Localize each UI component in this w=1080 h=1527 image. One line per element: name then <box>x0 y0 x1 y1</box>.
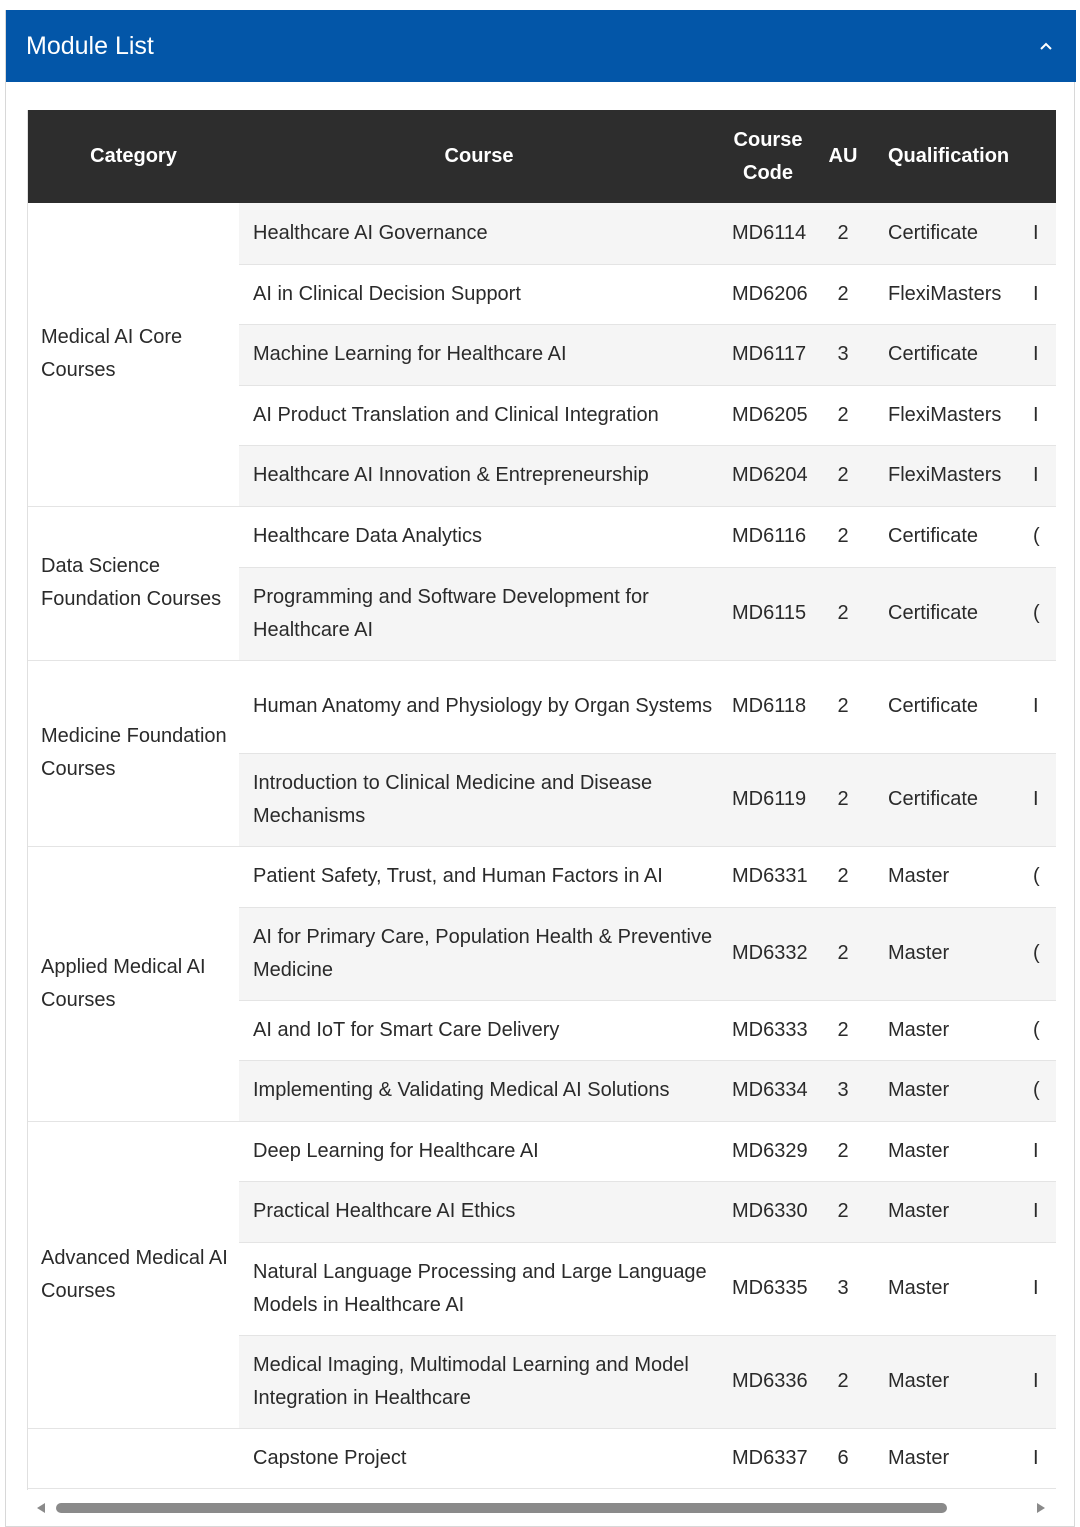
au-cell: 2 <box>817 753 869 846</box>
course-code-cell: MD6332 <box>719 907 817 1000</box>
header-course: Course <box>239 110 719 203</box>
scroll-right-arrow-icon[interactable] <box>1037 1503 1045 1513</box>
extra-cell: I <box>1025 445 1056 506</box>
qualification-cell: Master <box>869 1181 1025 1242</box>
header-au: AU <box>817 110 869 203</box>
au-cell: 2 <box>817 506 869 567</box>
category-cell: Data Science Foundation Courses <box>28 506 239 660</box>
course-code-cell: MD6119 <box>719 753 817 846</box>
course-cell: Healthcare AI Innovation & Entrepreneurship <box>239 445 719 506</box>
extra-cell: I <box>1025 660 1056 753</box>
qualification-cell: Certificate <box>869 660 1025 753</box>
table-row <box>28 1428 1056 1488</box>
au-cell: 2 <box>817 264 869 324</box>
au-cell: 2 <box>817 385 869 445</box>
qualification-cell: Certificate <box>869 203 1025 264</box>
extra-cell: I <box>1025 1121 1056 1181</box>
course-code-cell: MD6337 <box>719 1428 817 1488</box>
course-cell: AI for Primary Care, Population Health & Preventive Medicine <box>239 907 719 1000</box>
au-cell: 6 <box>817 1428 869 1488</box>
course-cell: AI and IoT for Smart Care Delivery <box>239 1000 719 1060</box>
au-cell: 3 <box>817 1242 869 1335</box>
table-row <box>28 506 1056 567</box>
module-list-panel <box>5 10 1075 1527</box>
qualification-cell: Master <box>869 846 1025 907</box>
course-cell: Implementing & Validating Medical AI Solutions <box>239 1060 719 1121</box>
course-code-cell: MD6114 <box>719 203 817 264</box>
qualification-cell: Master <box>869 1428 1025 1488</box>
course-cell: Capstone Project <box>239 1428 719 1488</box>
course-cell: Healthcare Data Analytics <box>239 506 719 567</box>
extra-cell: I <box>1025 385 1056 445</box>
au-cell: 2 <box>817 203 869 264</box>
au-cell: 2 <box>817 660 869 753</box>
extra-cell: I <box>1025 203 1056 264</box>
table-row <box>28 846 1056 907</box>
course-cell: Human Anatomy and Physiology by Organ Systems <box>239 660 719 753</box>
panel-title: Module List <box>26 32 154 60</box>
collapse-button[interactable] <box>1032 32 1060 60</box>
category-cell: Medical AI Core Courses <box>28 203 239 506</box>
qualification-cell: Certificate <box>869 753 1025 846</box>
course-cell: Healthcare AI Governance <box>239 203 719 264</box>
qualification-cell: Master <box>869 1060 1025 1121</box>
extra-cell: I <box>1025 1181 1056 1242</box>
au-cell: 2 <box>817 1000 869 1060</box>
extra-cell: I <box>1025 753 1056 846</box>
course-cell: Introduction to Clinical Medicine and Disease Mechanisms <box>239 753 719 846</box>
qualification-cell: Master <box>869 1000 1025 1060</box>
extra-cell: ( <box>1025 1000 1056 1060</box>
course-cell: Deep Learning for Healthcare AI <box>239 1121 719 1181</box>
course-code-cell: MD6333 <box>719 1000 817 1060</box>
course-code-cell: MD6117 <box>719 324 817 385</box>
module-table <box>28 110 1056 1489</box>
extra-cell: ( <box>1025 1060 1056 1121</box>
course-code-cell: MD6204 <box>719 445 817 506</box>
course-code-cell: MD6116 <box>719 506 817 567</box>
qualification-cell: Certificate <box>869 324 1025 385</box>
course-cell: Practical Healthcare AI Ethics <box>239 1181 719 1242</box>
qualification-cell: Master <box>869 1335 1025 1428</box>
scrollbar-thumb[interactable] <box>56 1503 947 1513</box>
course-code-cell: MD6329 <box>719 1121 817 1181</box>
extra-cell: I <box>1025 1335 1056 1428</box>
course-cell: Machine Learning for Healthcare AI <box>239 324 719 385</box>
au-cell: 2 <box>817 1121 869 1181</box>
qualification-cell: FlexiMasters <box>869 385 1025 445</box>
table-row <box>28 1121 1056 1181</box>
au-cell: 2 <box>817 907 869 1000</box>
panel-header[interactable] <box>6 10 1076 82</box>
au-cell: 3 <box>817 324 869 385</box>
extra-cell: I <box>1025 264 1056 324</box>
header-course-code: Course Code <box>719 110 817 203</box>
course-code-cell: MD6330 <box>719 1181 817 1242</box>
course-cell: Medical Imaging, Multimodal Learning and Model Integration in Healthcare <box>239 1335 719 1428</box>
category-cell: Advanced Medical AI Courses <box>28 1121 239 1428</box>
horizontal-scrollbar[interactable] <box>27 1497 1055 1519</box>
scroll-left-arrow-icon[interactable] <box>37 1503 45 1513</box>
course-cell: AI Product Translation and Clinical Integration <box>239 385 719 445</box>
course-cell: Natural Language Processing and Large Language Models in Healthcare AI <box>239 1242 719 1335</box>
course-code-cell: MD6336 <box>719 1335 817 1428</box>
qualification-cell: Master <box>869 907 1025 1000</box>
qualification-cell: Master <box>869 1121 1025 1181</box>
category-cell: Applied Medical AI Courses <box>28 846 239 1121</box>
chevron-up-icon <box>1032 32 1060 60</box>
au-cell: 2 <box>817 445 869 506</box>
category-cell: Medicine Foundation Courses <box>28 660 239 846</box>
course-code-cell: MD6115 <box>719 567 817 660</box>
course-code-cell: MD6331 <box>719 846 817 907</box>
course-code-cell: MD6205 <box>719 385 817 445</box>
extra-cell: I <box>1025 324 1056 385</box>
table-scroll-area[interactable] <box>27 110 1056 1490</box>
header-extra <box>1025 110 1056 203</box>
au-cell: 2 <box>817 846 869 907</box>
course-cell: Patient Safety, Trust, and Human Factors in AI <box>239 846 719 907</box>
extra-cell: ( <box>1025 907 1056 1000</box>
extra-cell: I <box>1025 1242 1056 1335</box>
qualification-cell: FlexiMasters <box>869 445 1025 506</box>
qualification-cell: FlexiMasters <box>869 264 1025 324</box>
extra-cell: ( <box>1025 846 1056 907</box>
header-category: Category <box>28 110 239 203</box>
course-code-cell: MD6206 <box>719 264 817 324</box>
extra-cell: ( <box>1025 506 1056 567</box>
course-code-cell: MD6335 <box>719 1242 817 1335</box>
course-code-cell: MD6118 <box>719 660 817 753</box>
table-row <box>28 203 1056 264</box>
au-cell: 2 <box>817 1335 869 1428</box>
table-header-row <box>28 110 1056 203</box>
category-cell <box>28 1428 239 1488</box>
course-code-cell: MD6334 <box>719 1060 817 1121</box>
extra-cell: ( <box>1025 567 1056 660</box>
au-cell: 2 <box>817 1181 869 1242</box>
course-cell: Programming and Software Development for Healthcare AI <box>239 567 719 660</box>
header-qualification: Qualification <box>869 110 1025 203</box>
qualification-cell: Master <box>869 1242 1025 1335</box>
course-cell: AI in Clinical Decision Support <box>239 264 719 324</box>
table-row <box>28 660 1056 753</box>
au-cell: 3 <box>817 1060 869 1121</box>
qualification-cell: Certificate <box>869 567 1025 660</box>
extra-cell: I <box>1025 1428 1056 1488</box>
qualification-cell: Certificate <box>869 506 1025 567</box>
au-cell: 2 <box>817 567 869 660</box>
